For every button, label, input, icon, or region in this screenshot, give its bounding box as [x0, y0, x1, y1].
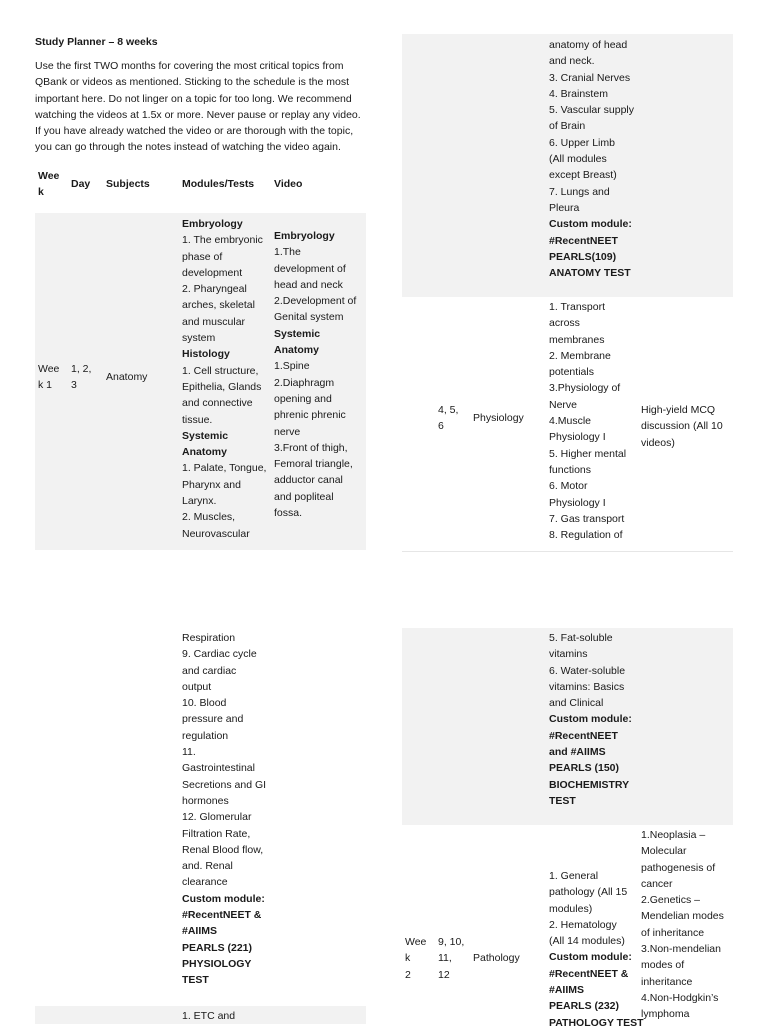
pathology-day: 9, 10, 11, 12	[438, 936, 465, 981]
cell-line: 1. Cell structure,	[182, 364, 259, 377]
cell-line: membranes	[549, 333, 605, 346]
header-week: Wee k	[38, 170, 60, 199]
cell-line: (All modules	[549, 153, 607, 166]
cell-line: Anatomy	[182, 446, 227, 459]
cell-line: of Brain	[549, 120, 586, 133]
cell-line: 5. Higher mental	[549, 447, 627, 460]
cell-line: 1. ETC and	[182, 1010, 236, 1022]
cell-line: pressure and	[182, 713, 244, 726]
cell-line: output	[182, 680, 212, 693]
cell-line: 6. Upper Limb	[549, 136, 615, 149]
cell-line: 2. Muscles,	[182, 511, 236, 524]
cell-line: 2. Membrane	[549, 349, 611, 362]
cell-line: 11.	[182, 746, 196, 759]
page-title: Study Planner – 8 weeks	[35, 36, 158, 48]
cell-line: 1. Transport	[549, 301, 606, 313]
cell-line: Custom module:	[549, 951, 632, 964]
cell-line: PATHOLOGY TEST	[549, 1016, 644, 1029]
cell-line: 2.Genetics –	[641, 894, 700, 907]
cell-line: Pharynx and	[182, 478, 241, 491]
cell-line: #AIIMS	[182, 925, 218, 938]
row-divider	[402, 551, 733, 552]
cell-line: 2.Development of	[274, 295, 357, 308]
cell-line: phase of	[182, 250, 223, 263]
cell-line: 1. Palate, Tongue,	[182, 462, 267, 475]
cell-line: Secretions and GI	[182, 778, 267, 791]
cell-line: cancer	[641, 877, 673, 890]
cell-line: 7. Lungs and	[549, 185, 610, 198]
cell-line: 6. Motor	[549, 480, 588, 493]
cell-line: hormones	[182, 794, 229, 807]
cell-line: tissue.	[182, 413, 213, 426]
cell-line: clearance	[182, 876, 228, 889]
cell-line: Systemic	[182, 429, 229, 442]
cell-line: 9. Cardiac cycle	[182, 648, 257, 661]
intro-paragraph	[35, 58, 361, 156]
cell-line: Embryology	[274, 230, 335, 242]
cell-line: 2. Pharyngeal	[182, 283, 247, 296]
header-modules: Modules/Tests	[182, 178, 255, 190]
cell-line: lymphoma	[641, 1008, 690, 1021]
biochem-start-modules	[182, 1008, 235, 1024]
cell-line: and cardiac	[182, 664, 237, 677]
cell-line: vitamins: Basics	[549, 680, 625, 693]
cell-line: modes of	[641, 959, 685, 972]
cell-line: Respiration	[182, 632, 236, 644]
cell-line: Histology	[182, 348, 230, 361]
cell-line: Physiology I	[549, 431, 606, 444]
cell-line: Femoral triangle,	[274, 458, 353, 471]
cell-line: 1. The embryonic	[182, 234, 263, 247]
physiology-video: High-yield MCQ discussion (All 10 videos)	[641, 404, 723, 449]
cell-line: system	[182, 332, 216, 345]
cell-line: nerve	[274, 425, 301, 438]
cell-line: Mendelian modes	[641, 910, 724, 923]
intro-line: you can go through the notes instead of watching the video again.	[35, 141, 341, 154]
cell-line: Custom module:	[182, 892, 265, 905]
pathology-week: Wee k 2	[405, 936, 427, 981]
physiology-day: 4, 5, 6	[438, 404, 459, 433]
cell-line: and neck.	[549, 55, 595, 68]
cell-line: PEARLS (150)	[549, 762, 620, 775]
cell-line: pathogenesis of	[641, 861, 716, 874]
cell-line: PEARLS (232)	[549, 1000, 620, 1013]
cell-line: #AIIMS	[549, 984, 585, 997]
intro-line: If you have already watched the video or are thorough with the topic,	[35, 125, 354, 138]
cell-line: vitamins	[549, 648, 588, 661]
cell-line: and connective	[182, 397, 253, 410]
pathology-modules	[549, 868, 644, 1031]
cell-line: 1.The	[274, 246, 301, 259]
cell-line: 10. Blood	[182, 697, 227, 710]
cell-line: 3.Non-mendelian	[641, 943, 721, 956]
anatomy-modules	[182, 216, 266, 542]
cell-line: ANATOMY TEST	[549, 267, 631, 280]
cell-line: pathology (All 15	[549, 886, 628, 899]
cell-line: TEST	[182, 974, 209, 987]
cell-line: #RecentNEET	[549, 234, 618, 247]
cell-line: 12. Glomerular	[182, 811, 252, 824]
physiology-modules	[549, 299, 626, 543]
cell-line: arches, skeletal	[182, 299, 255, 312]
anatomy-cont-modules	[549, 37, 634, 281]
cell-line: 7. Gas transport	[549, 512, 625, 525]
cell-line: functions	[549, 463, 592, 476]
cell-line: BIOCHEMISTRY	[549, 778, 630, 791]
cell-line: 2. Hematology	[549, 918, 617, 931]
cell-line: Renal Blood flow,	[182, 843, 264, 856]
cell-line: anatomy of head	[549, 39, 628, 51]
pathology-video	[641, 827, 724, 1023]
cell-line: and #AIIMS	[549, 746, 606, 759]
cell-line: fossa.	[274, 507, 303, 520]
physiology-subject: Physiology	[473, 412, 524, 424]
cell-line: 4.Muscle	[549, 415, 592, 428]
cell-line: PEARLS (221)	[182, 941, 253, 954]
cell-line: regulation	[182, 729, 229, 742]
cell-line: TEST	[549, 794, 576, 807]
cell-line: 8. Regulation of	[549, 529, 623, 542]
intro-line: Use the first TWO months for covering the most critical topics from	[35, 60, 344, 72]
cell-line: and Clinical	[549, 697, 604, 710]
cell-line: modules)	[549, 902, 593, 915]
cell-line: development	[182, 266, 243, 279]
cell-line: except Breast)	[549, 169, 617, 182]
cell-line: Larynx.	[182, 495, 217, 508]
cell-line: Physiology I	[549, 496, 606, 509]
cell-line: Custom module:	[549, 713, 632, 726]
anatomy-subject: Anatomy	[106, 371, 148, 383]
intro-line: important here. Do not linger on a topic for too long. We recommend	[35, 92, 352, 105]
cell-line: Custom module:	[549, 218, 632, 231]
cell-line: opening and	[274, 392, 332, 405]
cell-line: 1.Spine	[274, 360, 310, 373]
cell-line: Systemic	[274, 327, 321, 340]
cell-line: across	[549, 317, 580, 330]
cell-line: Gastrointestinal	[182, 762, 255, 775]
cell-line: head and neck	[274, 278, 343, 291]
cell-line: 3. Cranial Nerves	[549, 71, 631, 84]
cell-line: 5. Vascular supply	[549, 104, 635, 117]
cell-line: Molecular	[641, 845, 687, 858]
cell-line: inheritance	[641, 975, 693, 988]
cell-line: 1.Neoplasia –	[641, 829, 706, 841]
biochem-cont-modules	[549, 630, 632, 809]
cell-line: Epithelia, Glands	[182, 380, 262, 393]
cell-line: 1. General	[549, 870, 599, 882]
cell-line: Embryology	[182, 218, 243, 230]
cell-line: Nerve	[549, 398, 578, 411]
cell-line: #RecentNEET &	[182, 909, 262, 922]
pathology-subject: Pathology	[473, 952, 520, 964]
cell-line: 2.Diaphragm	[274, 376, 335, 389]
header-video: Video	[274, 178, 303, 190]
cell-line: 6. Water-soluble	[549, 664, 626, 677]
cell-line: 5. Fat-soluble	[549, 632, 613, 644]
header-day: Day	[71, 178, 91, 190]
cell-line: 3.Physiology of	[549, 382, 621, 395]
cell-line: and. Renal	[182, 860, 233, 873]
cell-line: and muscular	[182, 315, 246, 328]
cell-line: PEARLS(109)	[549, 250, 617, 263]
cell-line: Pleura	[549, 201, 580, 214]
intro-line: QBank or videos as mentioned. Sticking to the schedule is the most	[35, 76, 350, 89]
cell-line: Filtration Rate,	[182, 827, 251, 840]
cell-line: and popliteal	[274, 490, 334, 503]
cell-line: Genital system	[274, 311, 344, 324]
cell-line: (All 14 modules)	[549, 935, 625, 948]
anatomy-week: Wee k 1	[38, 363, 60, 392]
cell-line: Anatomy	[274, 344, 319, 357]
intro-line: watching the videos at 1.5x or more. Never pause or replay any video.	[35, 108, 361, 121]
cell-line: adductor canal	[274, 474, 343, 487]
cell-line: 3.Front of thigh,	[274, 441, 348, 454]
physiology-cont-modules	[182, 630, 266, 989]
cell-line: 4. Brainstem	[549, 87, 608, 100]
cell-line: #RecentNEET &	[549, 967, 629, 980]
header-subjects: Subjects	[106, 178, 150, 190]
cell-line: 4.Non-Hodgkin’s	[641, 991, 719, 1004]
cell-line: PHYSIOLOGY	[182, 957, 252, 970]
cell-line: of inheritance	[641, 926, 705, 939]
cell-line: potentials	[549, 366, 594, 379]
cell-line: development of	[274, 262, 346, 275]
anatomy-day: 1, 2, 3	[71, 363, 92, 392]
cell-line: Neurovascular	[182, 527, 250, 540]
cell-line: phrenic phrenic	[274, 409, 346, 422]
cell-line: #RecentNEET	[549, 729, 618, 742]
anatomy-video	[274, 228, 356, 521]
